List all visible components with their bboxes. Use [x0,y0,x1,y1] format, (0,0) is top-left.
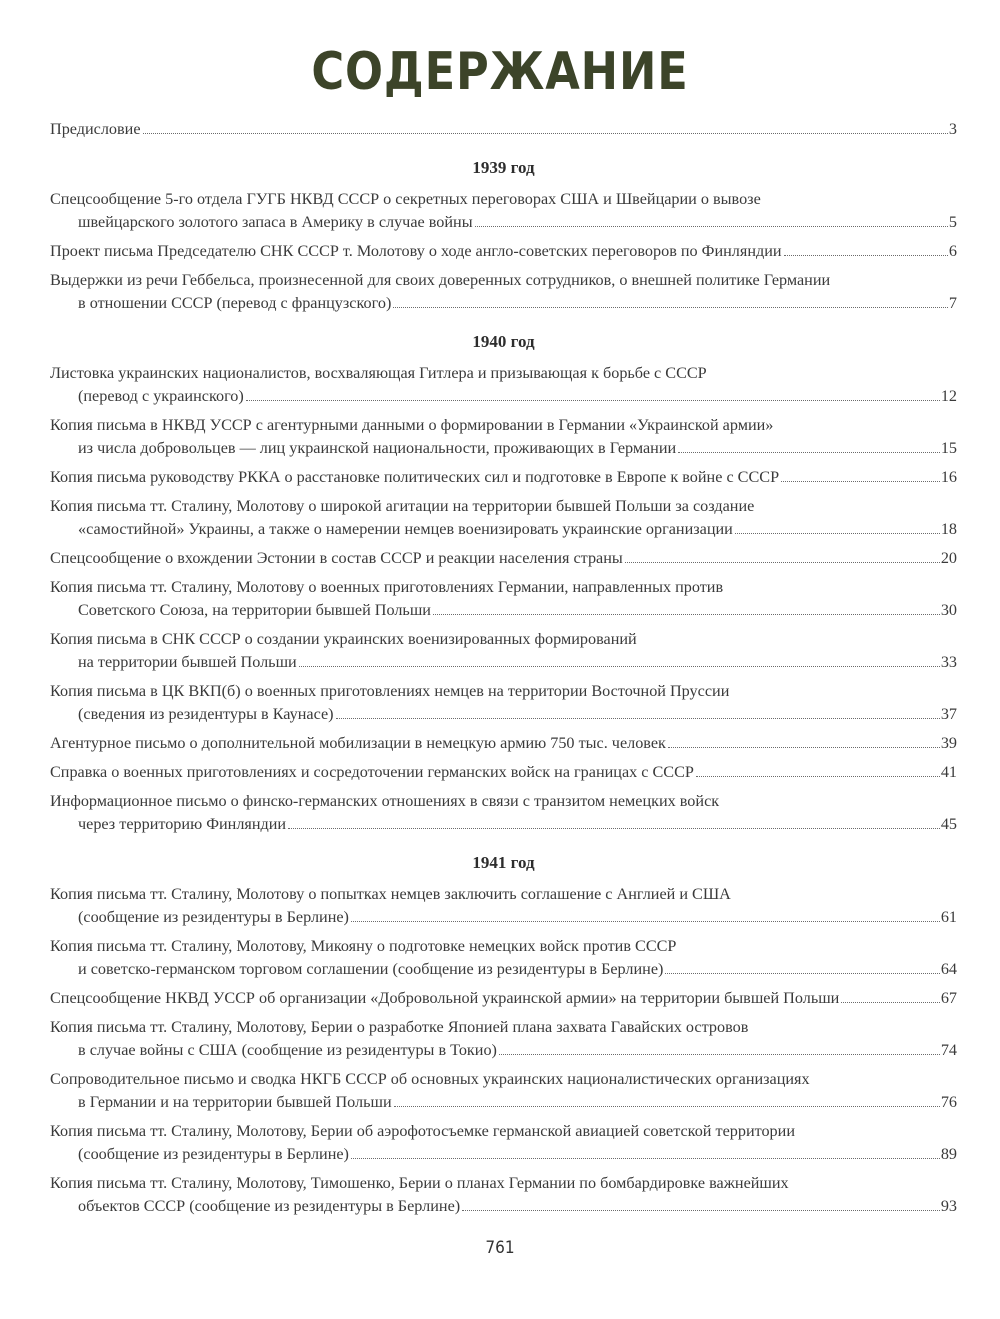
toc-entry[interactable] [50,790,957,836]
toc-entry[interactable] [50,576,957,622]
toc-entry-line: Копия письма тт. Сталину, Молотову, Тимошенко, Берии о планах Германии по бомбардировке важнейших [50,1174,789,1192]
dot-leader [475,226,948,227]
toc-entry-line: Справка о военных приготовлениях и сосредоточении германских войск на границах с СССР [50,763,694,781]
toc-page-number: 67 [940,989,957,1007]
toc-page-number: 93 [940,1197,957,1215]
toc-entry[interactable] [50,547,957,570]
dot-leader [394,1106,940,1107]
toc-entry-line: Спецсообщение 5-го отдела ГУГБ НКВД СССР о секретных переговорах США и Швейцарии о вывозе [50,190,761,208]
toc-entry-line: Копия письма тт. Сталину, Молотову о широкой агитации на территории бывшей Польши за создание [50,497,755,515]
toc-entry-line: (перевод с украинского) [78,387,244,405]
toc-entry[interactable] [50,466,957,489]
toc-entry[interactable] [50,1172,957,1218]
toc-page-number: 33 [940,653,957,671]
dot-leader [841,1002,939,1003]
toc-entry-line: (сведения из резидентуры в Каунасе) [78,705,334,723]
table-of-contents [50,118,957,1224]
toc-entry-line: Копия письма в НКВД УССР с агентурными данными о формировании в Германии «Украинской армии» [50,416,774,434]
toc-page-number: 41 [940,763,957,781]
toc-entry[interactable] [50,269,957,315]
dot-leader [299,666,940,667]
toc-entry-text: Предисловие [50,120,141,138]
dot-leader [678,452,940,453]
toc-entry-line: Копия письма тт. Сталину, Молотову о военных приготовлениях Германии, направленных против [50,578,724,596]
section-year-heading: 1939 год [472,158,535,177]
dot-leader [499,1054,940,1055]
dot-leader [288,828,940,829]
section-year-heading: 1940 год [472,332,535,351]
toc-entry-line: в случае войны с США (сообщение из резидентуры в Токио) [78,1041,497,1059]
page-number: 761 [485,1238,515,1258]
toc-entry[interactable] [50,188,957,234]
dot-leader [696,776,940,777]
toc-entry-line: Листовка украинских националистов, восхваляющая Гитлера и призывающая к борьбе с СССР [50,364,707,382]
dot-leader [625,562,940,563]
dot-leader [433,614,940,615]
section-year-heading: 1941 год [472,853,535,872]
toc-entry-line: через территорию Финляндии [78,815,287,833]
dot-leader [735,533,940,534]
toc-entry[interactable] [50,495,957,541]
toc-entry-line: Копия письма руководству РККА о расстановке политических сил и подготовке в Европе к войне с СССР [50,468,780,486]
dot-leader [781,481,940,482]
dot-leader [393,307,948,308]
toc-page-number: 45 [940,815,957,833]
toc-page-number: 5 [948,213,957,231]
toc-entry-line: Копия письма тт. Сталину, Молотову, Микояну о подготовке немецких войск против СССР [50,937,677,955]
toc-page-number: 30 [940,601,957,619]
toc-entry-preface[interactable] [50,118,957,141]
toc-page-number: 61 [940,908,957,926]
dot-leader [462,1210,940,1211]
toc-entry-line: (сообщение из резидентуры в Берлине) [78,908,349,926]
toc-entry[interactable] [50,1016,957,1062]
toc-page-number: 64 [940,960,957,978]
toc-entry-line: Спецсообщение о вхождении Эстонии в состав СССР и реакции населения страны [50,549,623,567]
toc-sections [50,157,957,1218]
toc-page-number: 18 [940,520,957,538]
toc-page-number: 37 [940,705,957,723]
dot-leader [336,718,940,719]
toc-entry-line: и советско-германском торговом соглашении (сообщение из резидентуры в Берлине) [78,960,664,978]
toc-entry-line: Копия письма тт. Сталину, Молотову, Берии об аэрофотосъемке германской авиацией советской территории [50,1122,795,1140]
toc-page-number: 6 [948,242,957,260]
toc-entry-line: Советского Союза, на территории бывшей Польши [78,601,431,619]
toc-entry[interactable] [50,628,957,674]
toc-page-number: 3 [948,120,957,138]
toc-entry-line: швейцарского золотого запаса в Америку в случае войны [78,213,473,231]
toc-page-number: 39 [940,734,957,752]
toc-entry[interactable] [50,414,957,460]
toc-entry-line: Спецсообщение НКВД УССР об организации «Добровольной украинской армии» на территории бывшей Польши [50,989,840,1007]
toc-entry[interactable] [50,883,957,929]
toc-page-number: 89 [940,1145,957,1163]
toc-entry-line: Копия письма тт. Сталину, Молотову о попытках немцев заключить соглашение с Англией и США [50,885,731,903]
toc-entry[interactable] [50,987,957,1010]
toc-entry-line: на территории бывшей Польши [78,653,297,671]
toc-entry[interactable] [50,1120,957,1166]
toc-entry-line: Копия письма тт. Сталину, Молотову, Берии о разработке Японией плана захвата Гавайских островов [50,1018,749,1036]
toc-entry-line: в отношении СССР (перевод с французского) [78,294,392,312]
toc-entry-line: из числа добровольцев — лиц украинской национальности, проживающих в Германии [78,439,677,457]
toc-entry-line: в Германии и на территории бывшей Польши [78,1093,392,1111]
toc-entry-line: Копия письма в ЦК ВКП(б) о военных приготовлениях немцев на территории Восточной Пруссии [50,682,730,700]
toc-page-number: 76 [940,1093,957,1111]
toc-page-number: 7 [948,294,957,312]
toc-page-number: 16 [940,468,957,486]
toc-entry-line: Сопроводительное письмо и сводка НКГБ СССР об основных украинских националистических организациях [50,1070,810,1088]
toc-page-number: 12 [940,387,957,405]
dot-leader [246,400,940,401]
dot-leader [351,1158,940,1159]
dot-leader [665,973,939,974]
page-title: СОДЕРЖАНИЕ [311,42,689,102]
toc-entry[interactable] [50,732,957,755]
toc-entry-line: объектов СССР (сообщение из резидентуры в Берлине) [78,1197,461,1215]
dot-leader [143,133,948,134]
toc-entry[interactable] [50,362,957,408]
toc-page-number: 74 [940,1041,957,1059]
toc-entry-line: Копия письма в СНК СССР о создании украинских военизированных формирований [50,630,637,648]
dot-leader [668,747,940,748]
toc-page-number: 20 [940,549,957,567]
toc-entry-line: Проект письма Председателю СНК СССР т. Молотову о ходе англо-советских переговоров по Финляндии [50,242,782,260]
toc-entry[interactable] [50,935,957,981]
toc-entry-line: Агентурное письмо о дополнительной мобилизации в немецкую армию 750 тыс. человек [50,734,666,752]
toc-entry[interactable] [50,240,957,263]
toc-entry-line: Выдержки из речи Геббельса, произнесенной для своих доверенных сотрудников, о внешней политике Германии [50,271,831,289]
toc-entry-line: Информационное письмо о финско-германских отношениях в связи с транзитом немецких войск [50,792,720,810]
toc-entry[interactable] [50,1068,957,1114]
toc-page-number: 15 [940,439,957,457]
toc-entry-line: «самостийной» Украины, а также о намерении немцев военизировать украинские организации [78,520,733,538]
toc-entry[interactable] [50,761,957,784]
toc-entry-line: (сообщение из резидентуры в Берлине) [78,1145,349,1163]
toc-entry[interactable] [50,680,957,726]
dot-leader [784,255,948,256]
dot-leader [351,921,940,922]
